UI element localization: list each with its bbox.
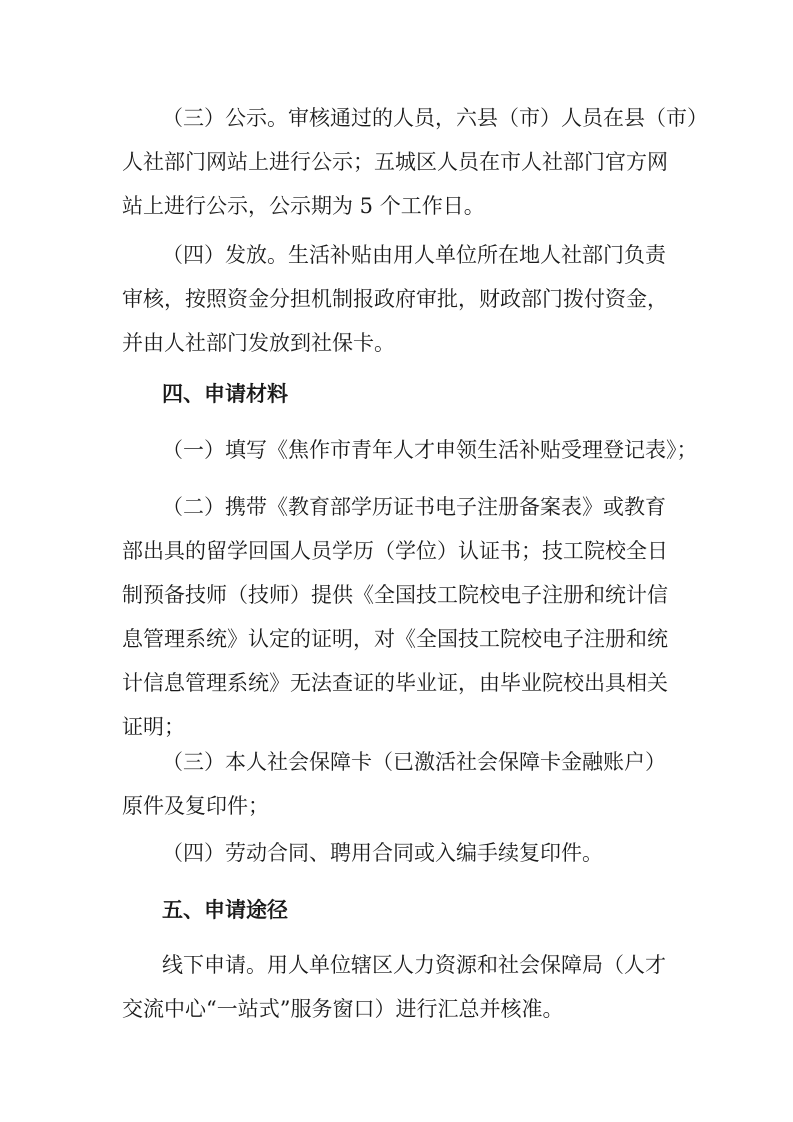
text-line: 审核，按照资金分担机制报政府审批，财政部门拨付资金， [122, 287, 668, 311]
text-line: 交流中心“一站式”服务窗口）进行汇总并核准。 [122, 997, 564, 1021]
text-line: （三）公示。审核通过的人员，六县（市）人员在县（市） [162, 106, 708, 130]
paragraph-publicity [122, 96, 708, 228]
text-line: 部出具的留学回国人员学历（学位）认证书；技工院校全日 [122, 539, 668, 563]
material-item-certificates [122, 485, 682, 749]
text-line: 息管理系统》认定的证明，对《全国技工院校电子注册和统 [122, 627, 668, 651]
material-item-social-security-card [122, 740, 682, 828]
heading-text: 五、申请途径 [162, 898, 288, 922]
paragraph-distribution [122, 233, 682, 365]
text-line: （四）发放。生活补贴由用人单位所在地人社部门负责 [162, 243, 666, 267]
text-line: 原件及复印件； [122, 794, 269, 818]
paragraph-offline-application [122, 943, 682, 1031]
text-line: （三）本人社会保障卡（已激活社会保障卡金融账户） [162, 750, 666, 774]
text-line: （四）劳动合同、聘用合同或入编手续复印件。 [162, 841, 603, 865]
text-line: 人社部门网站上进行公示；五城区人员在市人社部门官方网 [122, 150, 668, 174]
heading-text: 四、申请材料 [162, 382, 288, 406]
text-line: 证明； [122, 715, 185, 739]
text-line: （二）携带《教育部学历证书电子注册备案表》或教育 [162, 495, 666, 519]
text-line: （一）填写《焦作市青年人才申领生活补贴受理登记表》； [162, 438, 698, 462]
text-line: 线下申请。用人单位辖区人力资源和社会保障局（人才 [162, 953, 666, 977]
text-line: 并由人社部门发放到社保卡。 [122, 331, 395, 355]
text-line: 计信息管理系统》无法查证的毕业证，由毕业院校出具相关 [122, 671, 668, 695]
material-item-registration-form [122, 428, 698, 472]
text-line: 制预备技师（技师）提供《全国技工院校电子注册和统计信 [122, 583, 668, 607]
material-item-contract [122, 831, 682, 875]
text-line: 站上进行公示，公示期为 5 个工作日。 [122, 194, 485, 218]
section-heading-channel [122, 888, 682, 932]
section-heading-materials [122, 372, 682, 416]
